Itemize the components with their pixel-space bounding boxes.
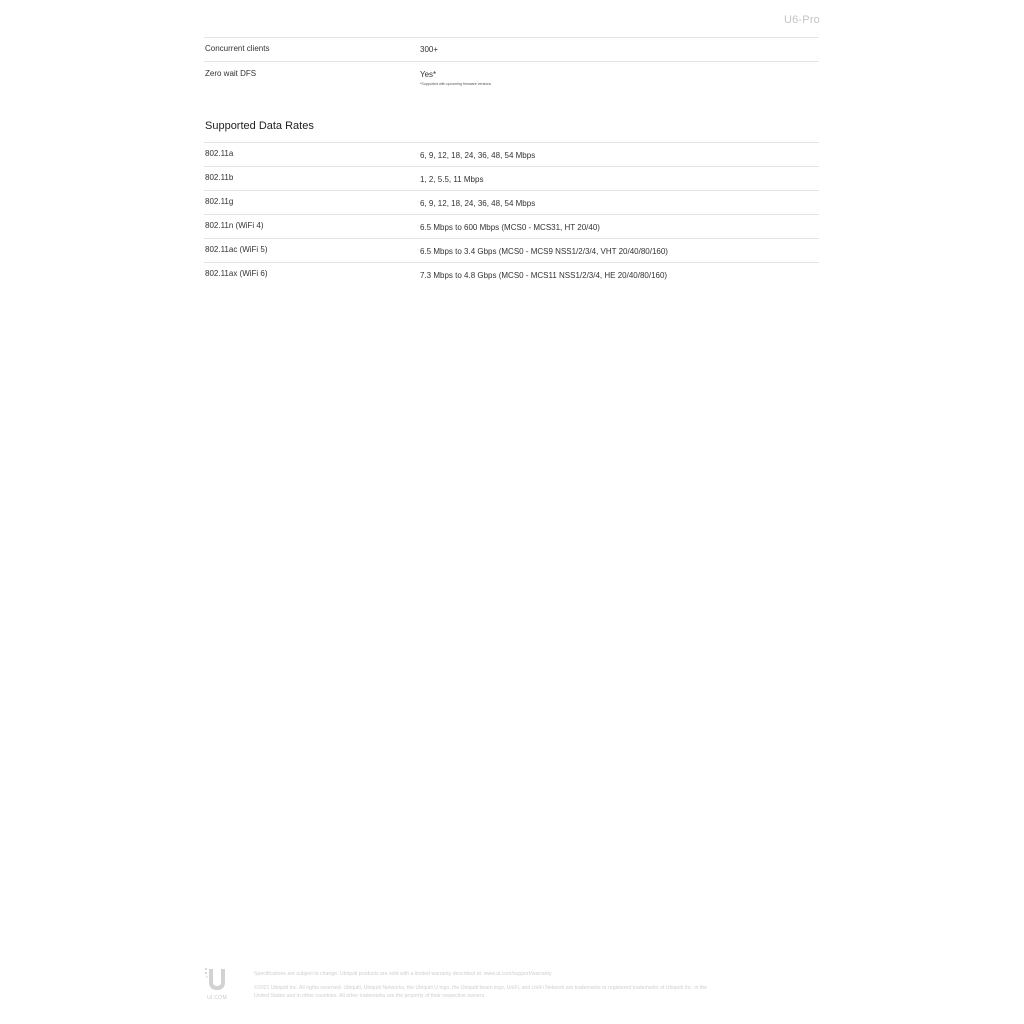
- product-name: U6-Pro: [783, 14, 820, 26]
- table-row: [204, 238, 819, 262]
- spec-table-top: [204, 37, 819, 102]
- rate-standard: 802.11a: [205, 149, 234, 158]
- table-row: [204, 166, 819, 190]
- rate-standard: 802.11ax (WiFi 6): [205, 269, 268, 278]
- table-row: [204, 262, 819, 286]
- spec-label: Zero wait DFS: [205, 69, 257, 78]
- spec-row: [204, 61, 819, 102]
- ubiquiti-u-icon: [203, 966, 231, 994]
- rate-values: 6, 9, 12, 18, 24, 36, 48, 54 Mbps: [420, 151, 536, 160]
- table-row: [204, 214, 819, 238]
- spec-value: Yes*: [420, 70, 437, 79]
- spec-label: Concurrent clients: [205, 44, 270, 53]
- rate-values: 6.5 Mbps to 3.4 Gbps (MCS0 - MCS9 NSS1/2/3/4, VHT 20/40/80/160): [420, 247, 668, 256]
- table-row: [204, 142, 819, 166]
- rate-values: 7.3 Mbps to 4.8 Gbps (MCS0 - MCS11 NSS1/2/3/4, HE 20/40/80/160): [420, 271, 668, 280]
- footer-disclaimer: Specifications are subject to change. Ubiquiti products are sold with a limited warranty described at: www.ui.com/support/warranty: [254, 971, 552, 977]
- ubiquiti-logo: [203, 966, 233, 1004]
- footer-copyright: ©2021 Ubiquiti Inc. All rights reserved. Ubiquiti, Ubiquiti Networks, the Ubiquiti U logo, the Ubiquiti beam logo, UniFi, and UniFi Network are trademarks or registered trademarks of Ubiquiti Inc. in the: [254, 985, 708, 991]
- footer-trademarks: United States and in other countries. All other trademarks are the property of their respective owners.: [254, 993, 486, 999]
- footnote: *Supported with upcoming firmware versions: [420, 82, 492, 86]
- section-title: Supported Data Rates: [205, 120, 314, 132]
- rate-standard: 802.11b: [205, 173, 234, 182]
- rate-values: 6.5 Mbps to 600 Mbps (MCS0 - MCS31, HT 20/40): [420, 223, 600, 232]
- rate-values: 6, 9, 12, 18, 24, 36, 48, 54 Mbps: [420, 199, 536, 208]
- rate-standard: 802.11g: [205, 197, 234, 206]
- spec-value: 300+: [420, 45, 439, 54]
- logo-text: UI.COM: [207, 995, 227, 1001]
- spec-row: [204, 37, 819, 61]
- data-rates-table: [204, 142, 819, 286]
- rate-standard: 802.11n (WiFi 4): [205, 221, 264, 230]
- rate-values: 1, 2, 5.5, 11 Mbps: [420, 175, 484, 184]
- footer: [0, 960, 1024, 1024]
- rate-standard: 802.11ac (WiFi 5): [205, 245, 268, 254]
- table-row: [204, 190, 819, 214]
